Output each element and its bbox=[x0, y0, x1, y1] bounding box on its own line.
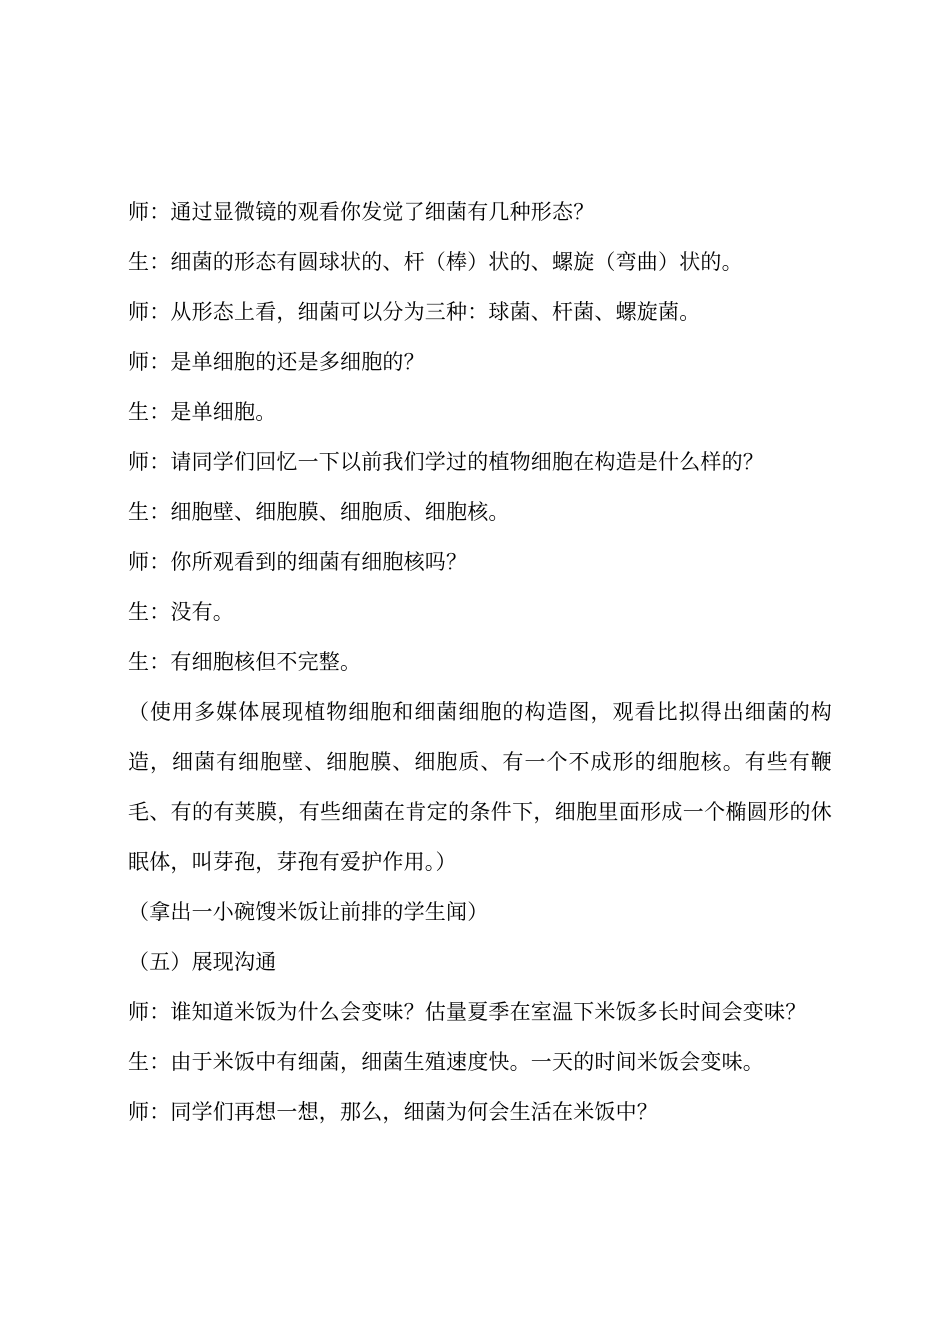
dialogue-line: 师：是单细胞的还是多细胞的？ bbox=[128, 350, 425, 374]
dialogue-line: 师：你所观看到的细菌有细胞核吗？ bbox=[128, 550, 468, 574]
dialogue-line: 生：是单细胞。 bbox=[128, 400, 277, 424]
dialogue-line: 生：细胞壁、细胞膜、细胞质、细胞核。 bbox=[128, 500, 510, 524]
dialogue-paragraph: 师：谁知道米饭为什么会变味？估量夏季在室温下米饭多长时间会变味？ bbox=[128, 1000, 807, 1024]
multimedia-note-paragraph: （使用多媒体展现植物细胞和细菌细胞的构造图，观看比拟得出细菌的构造，细菌有细胞壁、细胞膜、细胞质、有一个不成形的细胞核。有些有鞭毛、有的有荚膜，有些细菌在肯定的条件下，细胞里面形成一个椭圆形的休眠体，叫芽孢，芽孢有爱护作用。） bbox=[128, 700, 832, 874]
section-heading: （五）展现沟通 bbox=[128, 950, 277, 974]
dialogue-line: 师：同学们再想一想，那么，细菌为何会生活在米饭中？ bbox=[128, 1100, 658, 1124]
dialogue-line: 生：细菌的形态有圆球状的、杆（棒）状的、螺旋（弯曲）状的。 bbox=[128, 250, 743, 274]
dialogue-line: 师：从形态上看，细菌可以分为三种：球菌、杆菌、螺旋菌。 bbox=[128, 300, 701, 324]
rice-demo-note: （拿出一小碗馊米饭让前排的学生闻） bbox=[128, 900, 489, 924]
dialogue-line: 生：有细胞核但不完整。 bbox=[128, 650, 362, 674]
dialogue-line: 生：没有。 bbox=[128, 600, 234, 624]
document-page bbox=[128, 187, 832, 1137]
dialogue-line: 师：通过显微镜的观看你发觉了细菌有几种形态？ bbox=[128, 200, 595, 224]
dialogue-line: 生：由于米饭中有细菌，细菌生殖速度快。一天的时间米饭会变味。 bbox=[128, 1050, 764, 1074]
dialogue-line: 师：请同学们回忆一下以前我们学过的植物细胞在构造是什么样的？ bbox=[128, 450, 764, 474]
